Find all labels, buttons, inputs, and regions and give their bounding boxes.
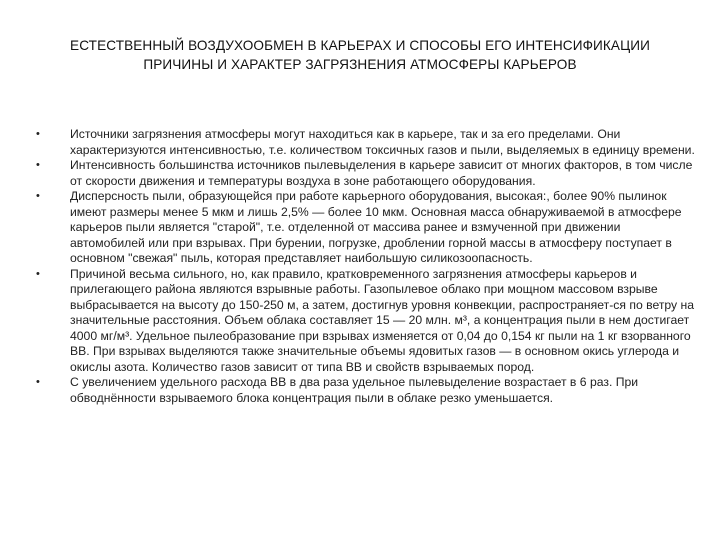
bullet-dot-icon: •	[36, 376, 40, 388]
bullet-text: Дисперсность пыли, образующейся при работе карьерного оборудования, высокая:, более 90% пылинок имеют размеры менее 5 мкм и лишь 2,5% — более 10 мкм. Основная масса обнаруживаемой в атмосфере карьеров пыли является "старой", т.е. отделенной от массива ранее и взмученной при движении автомобилей или при взрывах. При бурении, погрузке, дроблении горной массы в атмосферу поступает в основном "свежая" пыль, которая представляет наибольшую силикозоопасность.	[70, 189, 682, 265]
bullet-item	[36, 158, 696, 189]
slide-title	[20, 36, 700, 74]
bullet-item	[36, 189, 696, 267]
bullet-item	[36, 127, 696, 158]
bullet-item	[36, 267, 696, 376]
bullet-dot-icon: •	[36, 267, 40, 280]
bullet-dot-icon: •	[36, 159, 40, 171]
bullet-dot-icon: •	[36, 128, 40, 140]
bullet-list	[36, 127, 696, 406]
title-line-2: ПРИЧИНЫ И ХАРАКТЕР ЗАГРЯЗНЕНИЯ АТМОСФЕРЫ КАРЬЕРОВ	[143, 57, 577, 72]
bullet-text: С увеличением удельного расхода ВВ в два раза удельное пылевыделение возрастает в 6 раз. При обводнённости взрываемого блока концентрация пыли в облаке резко уменьшается.	[70, 375, 639, 405]
bullet-dot-icon: •	[36, 190, 40, 202]
bullet-item	[36, 375, 696, 406]
bullet-text: Интенсивность большинства источников пылевыделения в карьере зависит от многих факторов, в том числе от скорости движения и температуры воздуха в зоне работающего оборудования.	[70, 158, 693, 188]
title-line-1: ЕСТЕСТВЕННЫЙ ВОЗДУХООБМЕН В КАРЬЕРАХ И СПОСОБЫ ЕГО ИНТЕНСИФИКАЦИИ	[70, 38, 650, 53]
bullet-text: Причиной весьма сильного, но, как правило, кратковременного загрязнения атмосферы карьеров и прилегающего района являются взрывные работы. Газопылевое облако при мощном массовом взрыве выбрасывается на высоту до 150-250 м, а затем, достигнув уровня конвекции, распространяет-ся по ветру на значительные расстояния. Объем облака составляет 15 — 20 млн. м³, а концентрация пыли в нем достигает 4000 мг/м³. Удельное пылеобразование при взрывах изменяется от 0,04 до 0,154 кг пыли на 1 кг взорванного ВВ. При взрывах выделяются также значительные объемы ядовитых газов — в основном окись углерода и окислы азота. Количество газов зависит от типа ВВ и свойств взрываемых пород.	[70, 266, 695, 374]
bullet-text: Источники загрязнения атмосферы могут находиться как в карьере, так и за его пределами. Они характеризуются интенсивностью, т.е. количеством токсичных газов и пыли, выделяемых в единицу времени.	[70, 127, 695, 157]
